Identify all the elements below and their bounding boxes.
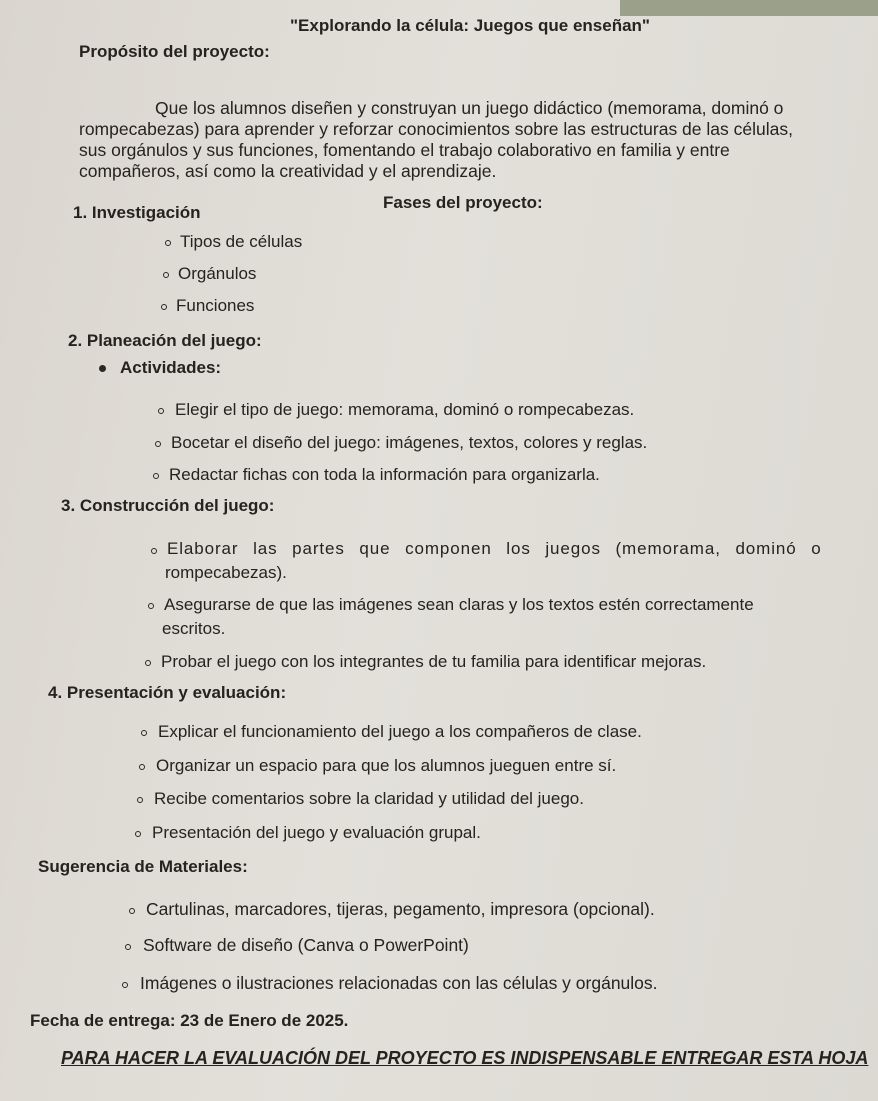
material-item-1: Cartulinas, marcadores, tijeras, pegamento, impresora (opcional).	[146, 899, 655, 919]
bullet-icon	[151, 548, 157, 554]
material-item-3: Imágenes o ilustraciones relacionadas con las células y orgánulos.	[140, 973, 658, 993]
purpose-line-1: Que los alumnos diseñen y construyan un juego didáctico (memorama, dominó o	[155, 98, 784, 118]
bullet-icon	[129, 908, 135, 914]
section-4-heading: 4. Presentación y evaluación:	[48, 683, 287, 702]
bullet-icon	[158, 408, 164, 414]
bullet-icon	[155, 441, 161, 447]
section-3-heading: 3. Construcción del juego:	[61, 496, 275, 515]
section-2-item-2: Bocetar el diseño del juego: imágenes, textos, colores y reglas.	[171, 433, 648, 452]
purpose-line-3: sus orgánulos y sus funciones, fomentando el trabajo colaborativo en familia y entre	[79, 140, 730, 160]
section-1-item-1: Tipos de células	[180, 232, 303, 251]
bullet-icon	[161, 304, 167, 310]
material-item-2: Software de diseño (Canva o PowerPoint)	[143, 935, 469, 955]
bullet-icon	[148, 603, 154, 609]
final-note: PARA HACER LA EVALUACIÓN DEL PROYECTO ES INDISPENSABLE ENTREGAR ESTA HOJA	[61, 1048, 869, 1068]
bullet-icon	[139, 764, 145, 770]
bullet-icon	[135, 831, 141, 837]
section-3-item-3: Probar el juego con los integrantes de tu familia para identificar mejoras.	[161, 652, 707, 671]
bullet-icon	[145, 660, 151, 666]
section-4-item-1: Explicar el funcionamiento del juego a los compañeros de clase.	[158, 722, 642, 741]
section-2-subheading: Actividades:	[120, 358, 222, 377]
section-4-item-4: Presentación del juego y evaluación grupal.	[152, 823, 481, 842]
purpose-line-2: rompecabezas) para aprender y reforzar conocimientos sobre las estructuras de las células,	[79, 119, 793, 139]
phases-heading: Fases del proyecto:	[383, 193, 543, 212]
bullet-icon	[137, 797, 143, 803]
section-3-item-1: Elaborar las partes que componen los juegos (memorama, dominó o	[167, 539, 822, 558]
section-1-heading: 1. Investigación	[73, 203, 201, 222]
section-4-item-3: Recibe comentarios sobre la claridad y utilidad del juego.	[154, 789, 584, 808]
bullet-icon	[125, 944, 131, 950]
section-3-item-2: Asegurarse de que las imágenes sean claras y los textos estén correctamente	[164, 595, 754, 614]
document-title: "Explorando la célula: Juegos que enseñan"	[290, 16, 650, 35]
bullet-icon	[163, 272, 169, 278]
bullet-icon	[122, 982, 128, 988]
bullet-icon	[165, 240, 171, 246]
section-1-item-2: Orgánulos	[178, 264, 257, 283]
due-date: Fecha de entrega: 23 de Enero de 2025.	[30, 1011, 349, 1030]
section-3-item-1-cont: rompecabezas).	[165, 563, 287, 582]
section-4-item-2: Organizar un espacio para que los alumnos jueguen entre sí.	[156, 756, 617, 775]
section-2-heading: 2. Planeación del juego:	[68, 331, 262, 350]
section-2-item-1: Elegir el tipo de juego: memorama, dominó o rompecabezas.	[175, 400, 635, 419]
purpose-heading: Propósito del proyecto:	[79, 42, 270, 61]
purpose-line-4: compañeros, así como la creatividad y el aprendizaje.	[79, 161, 497, 181]
bullet-icon	[141, 730, 147, 736]
bullet-icon	[153, 473, 159, 479]
section-2-item-3: Redactar fichas con toda la información para organizarla.	[169, 465, 600, 484]
bullet-icon	[99, 365, 106, 372]
section-1-item-3: Funciones	[176, 296, 255, 315]
background-edge	[620, 0, 878, 16]
materials-heading: Sugerencia de Materiales:	[38, 857, 248, 876]
section-3-item-2-cont: escritos.	[162, 619, 226, 638]
